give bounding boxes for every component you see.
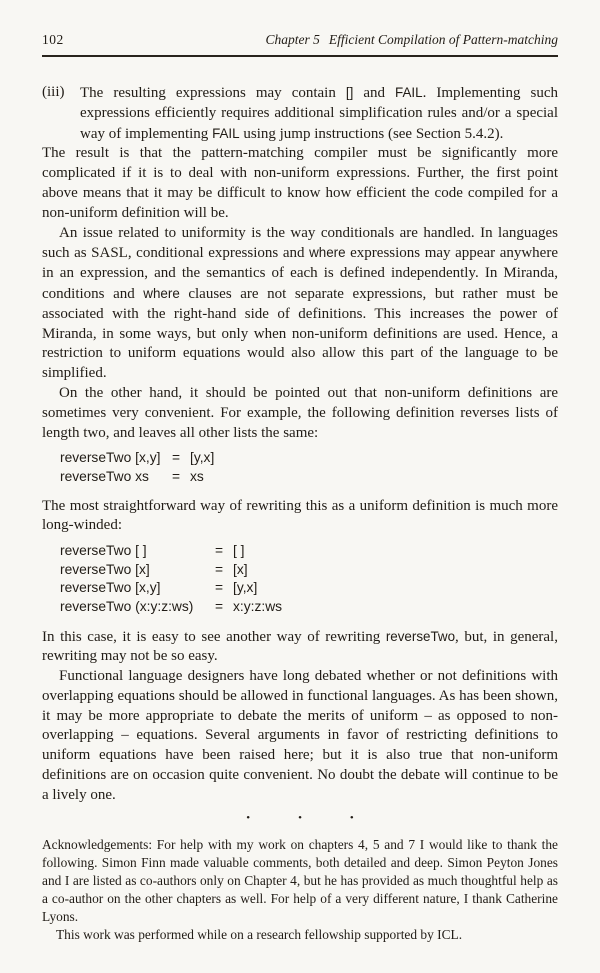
code-lhs: reverseTwo (x:y:z:ws) xyxy=(60,598,194,614)
list-item-text: The resulting expressions may contain [] and FAIL. Implementing such expressions efficiently requires additional simplification rules and/or a special way of implementing FAIL using jump instructions (see Section 5.4.2). xyxy=(80,85,558,142)
code-lhs: reverseTwo [x] xyxy=(60,561,150,577)
code-line xyxy=(60,449,558,468)
code-eq: = xyxy=(172,468,181,484)
paragraph-other-hand: On the other hand, it should be pointed out that non-uniform definitions are sometimes very convenient. For example, the following definition reverses lists of length two, and leaves all other lists the same: xyxy=(42,384,558,441)
code-lhs: reverseTwo [x,y] xyxy=(60,580,161,596)
code-lhs: reverseTwo [x,y] xyxy=(60,450,161,466)
paragraph-debate: Functional language designers have long debated whether or not definitions with overlapping equations should be allowed in functional languages. As has been shown, it may be more appropriate to debate the merits of uniform – as opposed to non-overlapping – equations. Several arguments in favor of restricting definitions to uniform equations have been raised here; but it is also true that non-uniform definitions are on occasion quite convenient. No doubt the debate will continue to be a lively one. xyxy=(42,668,558,803)
code-eq: = xyxy=(172,450,181,466)
code-rhs: [ ] xyxy=(233,543,245,559)
running-head xyxy=(266,32,559,48)
list-item-marker: (iii) xyxy=(42,84,65,100)
paragraph-conditionals: An issue related to uniformity is the way conditionals are handled. In languages such as SASL, conditional expressions and where expressions may appear anywhere in an expression, and the semantics of each is defined independently. In Miranda, conditions and where clauses are not separate expressions, but rather must be associated with the right-hand side of definitions. This increases the power of Miranda, in some ways, but only when non-uniform definitions are used. Hence, a restriction to uniform equations would also allow this part of the language to be simplified. xyxy=(42,224,559,382)
code-eq: = xyxy=(215,580,224,596)
page-number: 102 xyxy=(42,32,64,47)
header-rule xyxy=(42,55,558,57)
separator-dot: • xyxy=(246,811,251,824)
paragraph-result: The result is that the pattern-matching compiler must be significantly more complicated if it is to deal with non-uniform expressions. Further, the first point above means that it may be difficult to know how efficient the code compiled for a non-uniform definition will be. xyxy=(42,145,558,221)
code-line xyxy=(60,468,558,487)
chapter-label: Chapter 5 xyxy=(265,32,320,47)
code-rhs: [x] xyxy=(233,561,248,577)
list-item-iii xyxy=(42,83,558,144)
code-eq: = xyxy=(215,598,224,614)
code-eq: = xyxy=(215,543,224,559)
code-line xyxy=(60,561,558,580)
code-block-reverse-two xyxy=(60,449,558,486)
separator-dot: • xyxy=(349,811,354,824)
code-line xyxy=(60,579,558,598)
chapter-title: Efficient Compilation of Pattern-matching xyxy=(328,32,558,47)
paragraph-this-case: In this case, it is easy to see another way of rewriting reverseTwo, but, in general, rewriting may not be so easy. xyxy=(42,628,558,665)
code-rhs: x:y:z:ws xyxy=(233,598,283,614)
code-lhs: reverseTwo xs xyxy=(60,468,149,484)
acknowledgements-icl-paragraph: This work was performed while on a research fellowship supported by ICL. xyxy=(56,926,463,942)
code-line xyxy=(60,542,558,561)
section-separator xyxy=(42,813,558,824)
page-body xyxy=(42,83,558,944)
code-block-reverse-two-uniform xyxy=(60,542,558,616)
code-rhs: [y,x] xyxy=(190,450,215,466)
code-lhs: reverseTwo [ ] xyxy=(60,543,147,559)
code-rhs: [y,x] xyxy=(233,580,258,596)
code-rhs: xs xyxy=(190,468,204,484)
acknowledgements-paragraph: Acknowledgements: For help with my work on chapters 4, 5 and 7 I would like to thank the following. Simon Finn made valuable comments, both detailed and deep. Simon Peyton Jones and I are listed as co-authors only on Chapter 4, but he has provided as much thoughtful help as a co-author on the other chapters as well. For help of a very different nature, I thank Catherine Lyons. xyxy=(42,836,558,924)
separator-dot: • xyxy=(298,811,302,824)
page-header xyxy=(42,32,558,48)
code-line xyxy=(60,598,558,617)
paragraph-straightforward: The most straightforward way of rewriting this as a uniform definition is much more long-winded: xyxy=(42,497,558,534)
code-eq: = xyxy=(215,561,224,577)
